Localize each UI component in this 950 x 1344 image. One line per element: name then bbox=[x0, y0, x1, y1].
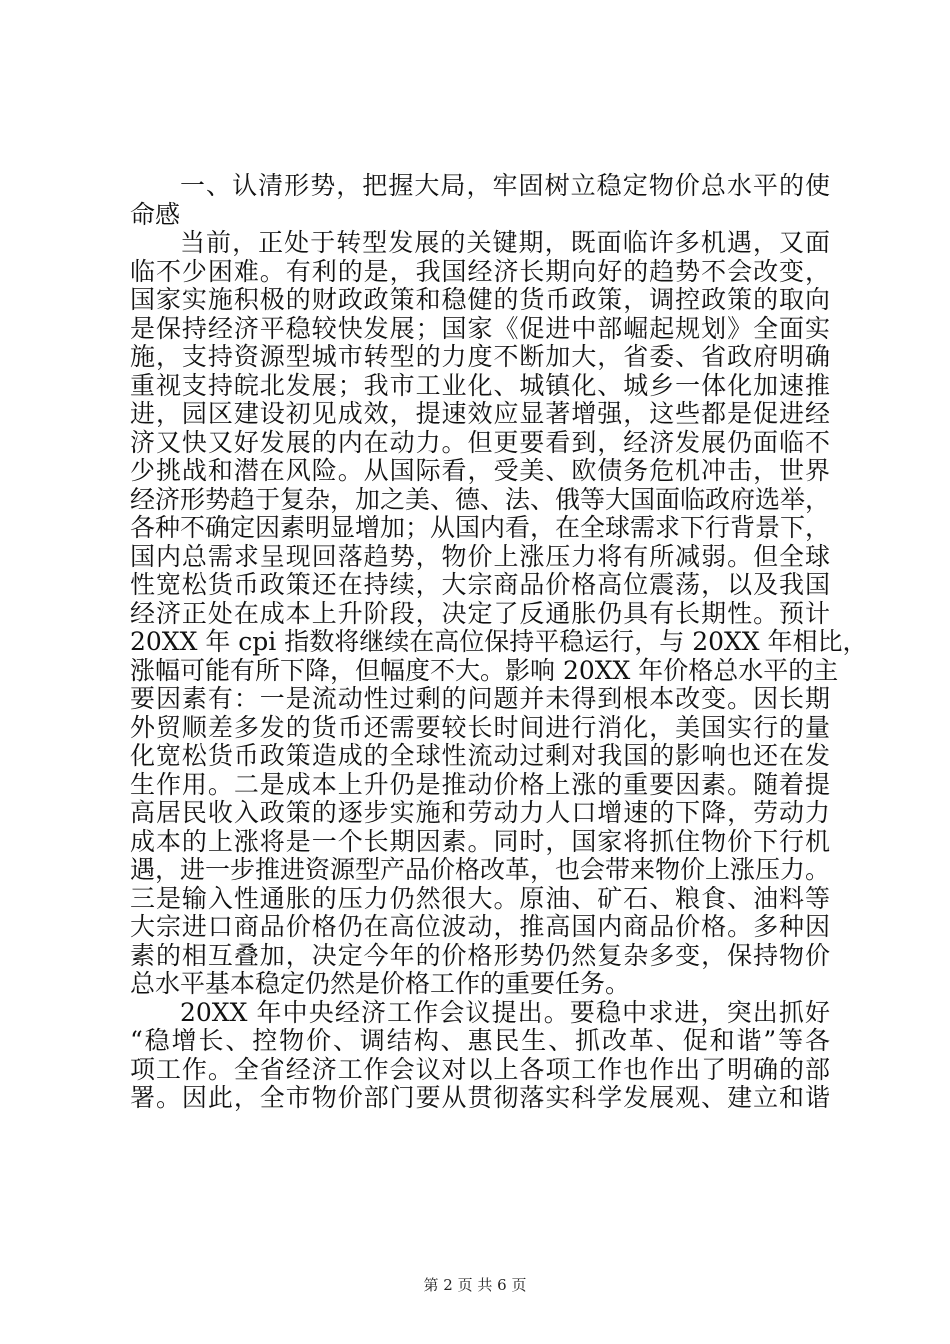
text-line: 化宽松货币政策造成的全球性流动过剩对我国的影响也还在发 bbox=[130, 741, 830, 770]
text-line: 少挑战和潜在风险。从国际看，受美、欧债务危机冲击，世界 bbox=[130, 456, 830, 485]
text-line: 涨幅可能有所下降，但幅度不大。影响 20XX 年价格总水平的主 bbox=[130, 655, 839, 685]
document-body bbox=[130, 171, 868, 1113]
text-line: 生作用。二是成本上升仍是推动价格上涨的重要因素。随着提 bbox=[130, 769, 830, 799]
text-line: 重视支持皖北发展；我市工业化、城镇化、城乡一体化加速推 bbox=[130, 370, 830, 400]
text-line: 性宽松货币政策还在持续，大宗商品价格高位震荡，以及我国 bbox=[130, 570, 830, 599]
text-line: 经济形势趋于复杂，加之美、德、法、俄等大国面临政府选举， bbox=[130, 484, 831, 514]
text-line: 一、认清形势，把握大局，牢固树立稳定物价总水平的使 bbox=[180, 171, 830, 200]
text-line: 外贸顺差多发的货币还需要较长时间进行消化，美国实行的量 bbox=[130, 712, 830, 742]
text-line: 施，支持资源型城市转型的力度不断加大，省委、省政府明确 bbox=[130, 342, 830, 371]
page-footer: 第 2 页 共 6 页 bbox=[423, 1276, 527, 1294]
text-line: 经济正处在成本上升阶段，决定了反通胀仍具有长期性。预计 bbox=[130, 598, 830, 628]
text-line: 是保持经济平稳较快发展；国家《促进中部崛起规划》全面实 bbox=[130, 313, 830, 343]
text-line: 遇，进一步推进资源型产品价格改革，也会带来物价上涨压力。 bbox=[130, 855, 831, 884]
text-line: 署。因此，全市物价部门要从贯彻落实科学发展观、建立和谐 bbox=[130, 1083, 830, 1112]
text-line: 大宗进口商品价格仍在高位波动，推高国内商品价格。多种因 bbox=[130, 912, 830, 941]
text-line: 国内总需求呈现回落趋势，物价上涨压力将有所减弱。但全球 bbox=[130, 541, 830, 571]
text-line: 命感 bbox=[130, 199, 181, 229]
text-line: 总水平基本稳定仍然是价格工作的重要任务。 bbox=[130, 969, 631, 998]
text-line: 要因素有：一是流动性过剩的问题并未得到根本改变。因长期 bbox=[130, 684, 830, 713]
text-line: 临不少困难。有利的是，我国经济长期向好的趋势不会改变， bbox=[130, 256, 830, 286]
text-line: 高居民收入政策的逐步实施和劳动力人口增速的下降，劳动力 bbox=[130, 798, 830, 827]
text-line: 进，园区建设初见成效，提速效应显著增强，这些都是促进经 bbox=[130, 399, 830, 428]
text-line: 项工作。全省经济工作会议对以上各项工作也作出了明确的部 bbox=[130, 1054, 830, 1084]
text-line: 20XX 年 cpi 指数将继续在高位保持平稳运行，与 20XX 年相比， bbox=[130, 627, 868, 656]
text-line: 三是输入性通胀的压力仍然很大。原油、矿石、粮食、油料等 bbox=[130, 883, 830, 913]
text-line: “稳增长、控物价、调结构、惠民生、抓改革、促和谐”等各 bbox=[130, 1026, 830, 1055]
text-line: 国家实施积极的财政政策和稳健的货币政策，调控政策的取向 bbox=[130, 285, 830, 314]
text-line: 成本的上涨将是一个长期因素。同时，国家将抓住物价下行机 bbox=[130, 826, 830, 856]
text-line: 各种不确定因素明显增加；从国内看，在全球需求下行背景下， bbox=[130, 513, 831, 542]
text-line: 20XX 年中央经济工作会议提出。要稳中求进，突出抓好 bbox=[180, 997, 830, 1027]
text-line: 济又快又好发展的内在动力。但更要看到，经济发展仍面临不 bbox=[130, 427, 830, 457]
text-line: 素的相互叠加，决定今年的价格形势仍然复杂多变，保持物价 bbox=[130, 940, 830, 970]
text-line: 当前，正处于转型发展的关键期，既面临许多机遇，又面 bbox=[180, 228, 830, 257]
